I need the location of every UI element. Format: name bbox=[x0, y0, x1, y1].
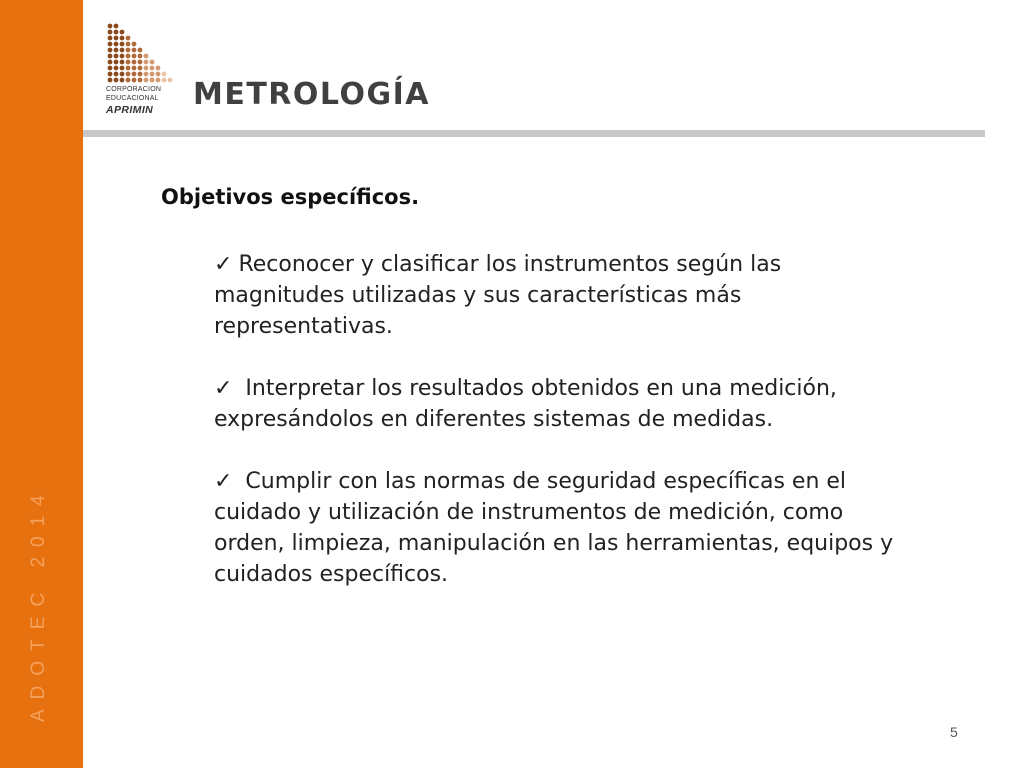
logo-dots-icon bbox=[106, 22, 176, 84]
logo-dot bbox=[132, 60, 137, 65]
logo-dot bbox=[108, 42, 113, 47]
logo-dot bbox=[144, 72, 149, 77]
logo-dot bbox=[150, 66, 155, 71]
logo-dot bbox=[108, 24, 113, 29]
list-item bbox=[214, 249, 904, 342]
logo-dot bbox=[132, 54, 137, 59]
logo-dot bbox=[120, 60, 125, 65]
logo-dot bbox=[114, 66, 119, 71]
logo-dot bbox=[126, 72, 131, 77]
logo-dot bbox=[138, 72, 143, 77]
logo-dot bbox=[156, 78, 161, 83]
checkmark-icon: ✓ bbox=[214, 469, 233, 494]
logo-dot bbox=[144, 60, 149, 65]
logo-dot bbox=[150, 72, 155, 77]
logo-dot bbox=[132, 48, 137, 53]
logo-dot bbox=[126, 42, 131, 47]
logo-dot bbox=[114, 78, 119, 83]
logo-dot bbox=[126, 36, 131, 41]
logo-dot bbox=[120, 36, 125, 41]
logo-dot bbox=[108, 66, 113, 71]
logo-line1: CORPORACION bbox=[106, 86, 162, 93]
logo-dot bbox=[114, 48, 119, 53]
logo-dot bbox=[114, 24, 119, 29]
logo-dot bbox=[120, 54, 125, 59]
logo-dot bbox=[114, 54, 119, 59]
logo-dot bbox=[138, 66, 143, 71]
objective-text: Reconocer y clasificar los instrumentos según las magnitudes utilizadas y sus características más representativas. bbox=[214, 252, 782, 339]
logo-line3: APRIMIN bbox=[106, 104, 154, 116]
logo-dot bbox=[108, 48, 113, 53]
objectives-list bbox=[214, 249, 904, 621]
logo-dot bbox=[150, 60, 155, 65]
logo-dot bbox=[132, 42, 137, 47]
logo-dot bbox=[126, 66, 131, 71]
sidebar-vertical-text: ADOTEC 2014 bbox=[28, 485, 49, 722]
logo-dot bbox=[126, 78, 131, 83]
page-number: 5 bbox=[950, 724, 958, 740]
logo-dot bbox=[132, 72, 137, 77]
logo-dot bbox=[132, 66, 137, 71]
page-title: METROLOGÍA bbox=[193, 77, 430, 112]
logo-dot bbox=[120, 78, 125, 83]
logo-dot bbox=[114, 30, 119, 35]
logo-dot bbox=[150, 78, 155, 83]
logo-dot bbox=[108, 72, 113, 77]
logo-line2: EDUCACIONAL bbox=[106, 95, 159, 102]
logo-dot bbox=[108, 60, 113, 65]
logo-dot bbox=[120, 30, 125, 35]
logo-dot bbox=[114, 72, 119, 77]
logo-dot bbox=[126, 48, 131, 53]
logo-dot bbox=[138, 48, 143, 53]
logo-dot bbox=[144, 54, 149, 59]
logo-dot bbox=[156, 72, 161, 77]
logo-dot bbox=[108, 36, 113, 41]
logo-dot bbox=[168, 78, 173, 83]
aprimin-logo bbox=[106, 22, 176, 118]
logo-dot bbox=[120, 42, 125, 47]
checkmark-icon: ✓ bbox=[214, 252, 233, 277]
logo-dot bbox=[120, 48, 125, 53]
logo-dot bbox=[114, 60, 119, 65]
logo-dot bbox=[144, 66, 149, 71]
logo-dot bbox=[156, 66, 161, 71]
logo-dot bbox=[120, 72, 125, 77]
header-divider bbox=[83, 130, 985, 137]
logo-dot bbox=[132, 78, 137, 83]
list-item bbox=[214, 466, 904, 590]
logo-dot bbox=[108, 78, 113, 83]
logo-dot bbox=[138, 60, 143, 65]
logo-dot bbox=[120, 66, 125, 71]
sidebar-band bbox=[0, 0, 83, 768]
logo-dot bbox=[162, 72, 167, 77]
logo-dot bbox=[144, 78, 149, 83]
checkmark-icon: ✓ bbox=[214, 376, 233, 401]
logo-dot bbox=[108, 30, 113, 35]
list-item bbox=[214, 373, 904, 435]
objective-text: Interpretar los resultados obtenidos en una medición, expresándolos en diferentes sistemas de medidas. bbox=[214, 376, 837, 432]
logo-dot bbox=[162, 78, 167, 83]
logo-dot bbox=[114, 42, 119, 47]
logo-dot bbox=[138, 54, 143, 59]
section-heading: Objetivos específicos. bbox=[161, 185, 420, 209]
logo-dot bbox=[108, 54, 113, 59]
logo-dot bbox=[126, 60, 131, 65]
logo-dot bbox=[126, 54, 131, 59]
objective-text: Cumplir con las normas de seguridad específicas en el cuidado y utilización de instrumentos de medición, como orden, limpieza, manipulación en las herramientas, equipos y cuidados específicos. bbox=[214, 469, 894, 587]
logo-dot bbox=[138, 78, 143, 83]
logo-dot bbox=[114, 36, 119, 41]
